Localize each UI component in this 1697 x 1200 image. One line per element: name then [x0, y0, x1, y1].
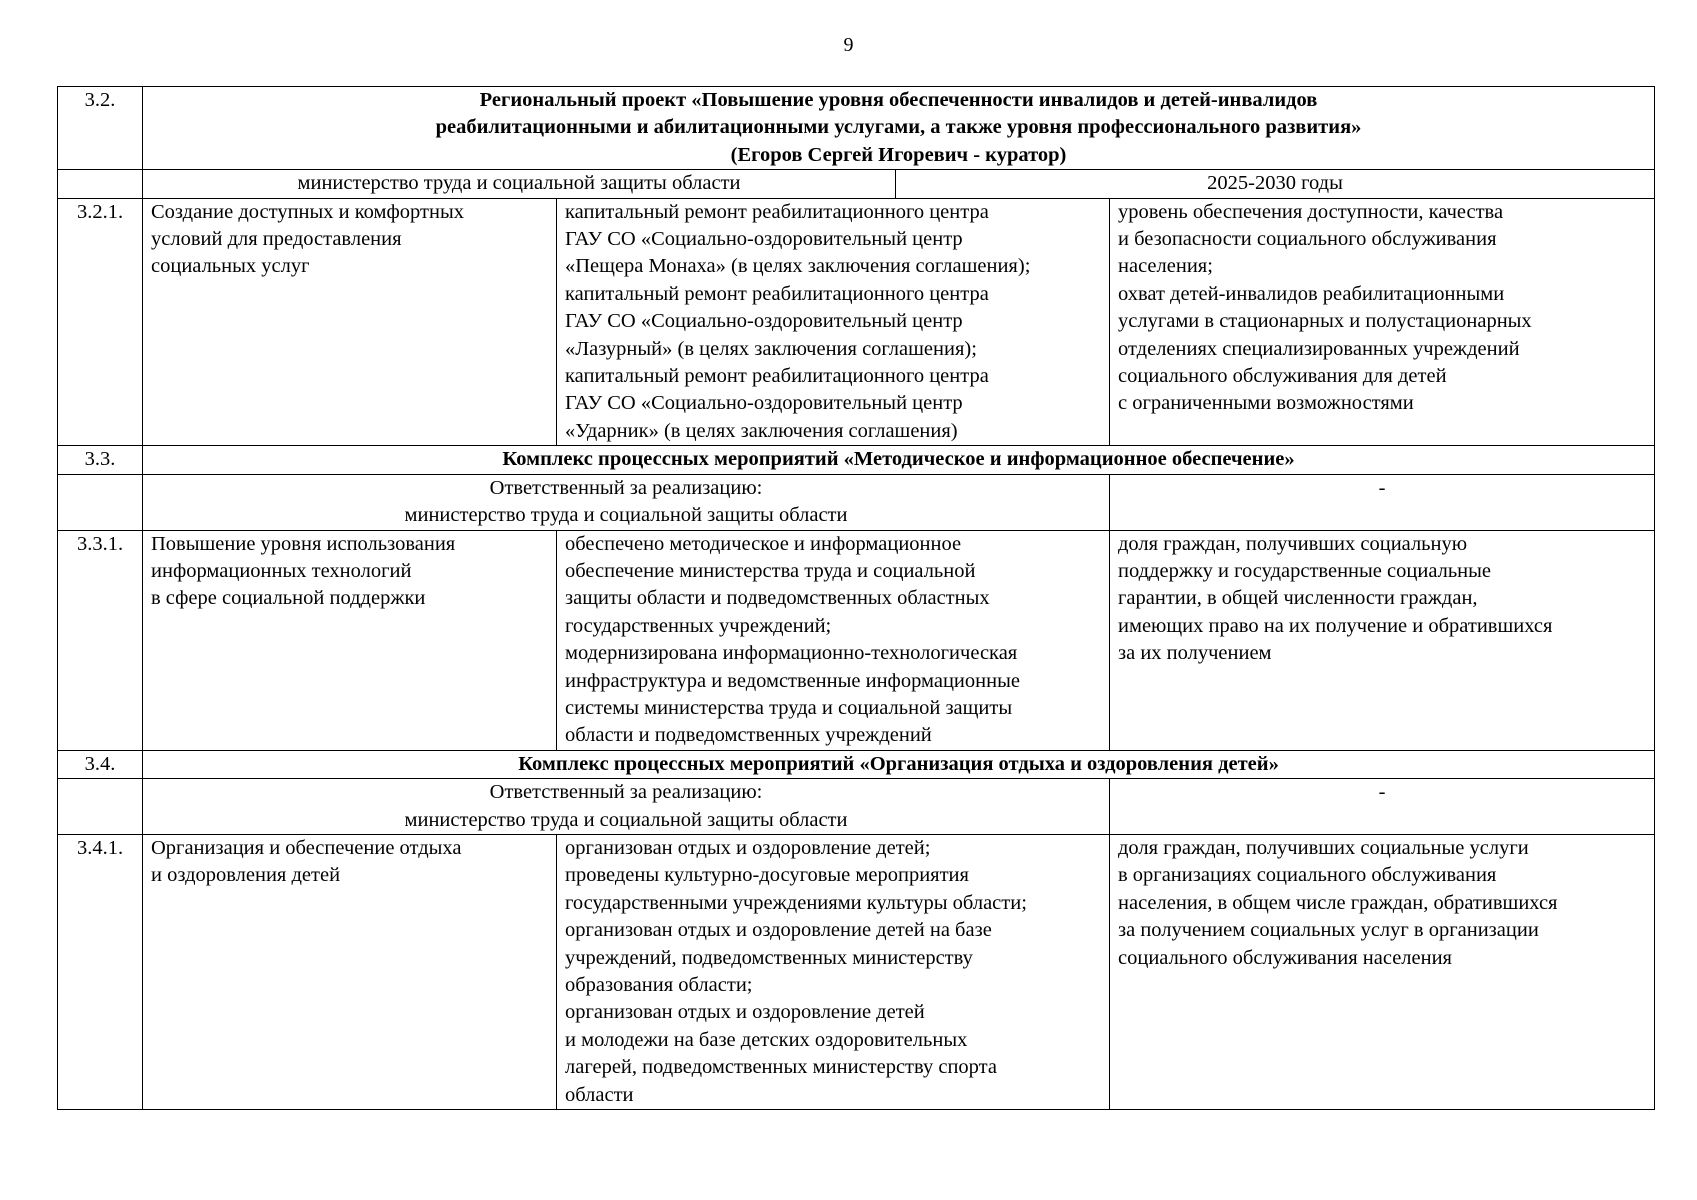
row-number: 3.4.1. [58, 834, 143, 1109]
result-line: области и подведомственных учреждений [565, 724, 932, 747]
result-line: «Ударник» (в целях заключения соглашения) [565, 419, 958, 442]
table-row-3-2-1 [58, 198, 1655, 446]
indicator-line: социального обслуживания для детей [1118, 365, 1447, 388]
section-3-3-number: 3.3. [58, 446, 143, 474]
table-row-3-4-1 [58, 834, 1655, 1109]
result-cell [557, 198, 1110, 446]
result-cell [557, 834, 1110, 1109]
result-line: инфраструктура и ведомственные информационные [565, 669, 1020, 692]
section-3-3-period: - [1110, 474, 1655, 530]
section-3-4-title: Комплекс процессных мероприятий «Организация отдыха и оздоровления детей» [143, 750, 1655, 778]
result-line: капитальный ремонт реабилитационного центра [565, 365, 989, 388]
section-3-4-responsible [143, 779, 1110, 835]
task-cell [143, 834, 557, 1109]
section-3-4-responsible-row [58, 779, 1655, 835]
task-line: в сфере социальной поддержки [151, 587, 426, 610]
responsible-line: Ответственный за реализацию: [489, 781, 763, 804]
task-cell [143, 530, 557, 750]
indicator-cell [1110, 198, 1655, 446]
result-line: лагерей, подведомственных министерству спорта [565, 1056, 997, 1079]
indicator-line: гарантии, в общей численности граждан, [1118, 587, 1478, 610]
responsible-line: Ответственный за реализацию: [489, 476, 763, 499]
result-line: обеспечение министерства труда и социальной [565, 559, 976, 582]
section-3-4-header-row [58, 750, 1655, 778]
section-3-2-period: 2025-2030 годы [896, 170, 1655, 198]
indicator-line: уровень обеспечения доступности, качества [1118, 200, 1504, 223]
task-line: условий для предоставления [151, 228, 402, 251]
section-3-2-number: 3.2. [58, 87, 143, 170]
title-line: Региональный проект «Повышение уровня обеспеченности инвалидов и детей-инвалидов [479, 89, 1318, 111]
indicator-line: доля граждан, получивших социальную [1118, 532, 1468, 555]
task-line: и оздоровления детей [151, 864, 341, 887]
indicator-line: услугами в стационарных и полустационарных [1118, 310, 1532, 333]
indicator-line: охват детей-инвалидов реабилитационными [1118, 282, 1505, 305]
task-line: Повышение уровня использования [151, 532, 456, 555]
table-row-3-3-1 [58, 530, 1655, 750]
indicator-line: социального обслуживания населения [1118, 946, 1452, 969]
task-line: Организация и обеспечение отдыха [151, 836, 462, 859]
page-number: 9 [843, 34, 854, 56]
indicator-line: и безопасности социального обслуживания [1118, 228, 1497, 251]
section-3-3-responsible [143, 474, 1110, 530]
task-line: Создание доступных и комфортных [151, 200, 464, 223]
result-line: организован отдых и оздоровление детей на базе [565, 919, 992, 942]
title-line: (Егоров Сергей Игоревич - куратор) [730, 143, 1067, 166]
result-line: государственных учреждений; [565, 614, 832, 637]
result-line: защиты области и подведомственных областных [565, 587, 990, 610]
result-line: «Пещера Монаха» (в целях заключения соглашения); [565, 255, 1031, 278]
section-3-4-number: 3.4. [58, 750, 143, 778]
task-line: социальных услуг [151, 255, 310, 278]
indicator-line: отделениях специализированных учреждений [1118, 337, 1520, 360]
indicator-line: населения; [1118, 255, 1213, 278]
result-line: ГАУ СО «Социально-оздоровительный центр [565, 228, 963, 251]
result-line: организован отдых и оздоровление детей [565, 1001, 925, 1024]
empty-cell [58, 779, 143, 835]
section-3-4-period: - [1110, 779, 1655, 835]
result-line: капитальный ремонт реабилитационного центра [565, 200, 989, 223]
section-3-3-title: Комплекс процессных мероприятий «Методическое и информационное обеспечение» [143, 446, 1655, 474]
indicator-line: за получением социальных услуг в организации [1118, 919, 1539, 942]
result-line: ГАУ СО «Социально-оздоровительный центр [565, 392, 963, 415]
section-3-3-responsible-row [58, 474, 1655, 530]
result-line: «Лазурный» (в целях заключения соглашения); [565, 337, 977, 360]
indicator-line: доля граждан, получивших социальные услуги [1118, 836, 1529, 859]
result-cell [557, 530, 1110, 750]
empty-cell [58, 474, 143, 530]
task-cell [143, 198, 557, 446]
row-number: 3.3.1. [58, 530, 143, 750]
result-line: капитальный ремонт реабилитационного центра [565, 282, 989, 305]
indicator-line: населения, в общем числе граждан, обратившихся [1118, 891, 1558, 914]
indicator-line: поддержку и государственные социальные [1118, 559, 1492, 582]
indicator-line: с ограниченными возможностями [1118, 392, 1414, 415]
task-line: информационных технологий [151, 559, 412, 582]
section-3-3-header-row [58, 446, 1655, 474]
result-line: области [565, 1083, 634, 1106]
indicator-line: в организациях социального обслуживания [1118, 864, 1497, 887]
title-line: реабилитационными и абилитационными услугами, а также уровня профессионального развития» [435, 116, 1362, 139]
indicator-line: за их получением [1118, 642, 1272, 665]
result-line: государственными учреждениями культуры области; [565, 891, 1027, 914]
section-3-2-responsible: министерство труда и социальной защиты области [143, 170, 896, 198]
section-3-2-header-row [58, 87, 1655, 170]
result-line: модернизирована информационно-технологическая [565, 642, 1018, 665]
responsible-line: министерство труда и социальной защиты области [404, 808, 848, 831]
result-line: обеспечено методическое и информационное [565, 532, 962, 555]
result-line: проведены культурно-досуговые мероприятия [565, 864, 969, 887]
result-line: ГАУ СО «Социально-оздоровительный центр [565, 310, 963, 333]
section-3-2-responsible-row [58, 170, 1655, 198]
result-line: образования области; [565, 974, 753, 996]
row-number: 3.2.1. [58, 198, 143, 446]
section-3-2-title [143, 87, 1655, 170]
indicator-cell [1110, 530, 1655, 750]
result-line: учреждений, подведомственных министерству [565, 946, 973, 969]
responsible-line: министерство труда и социальной защиты области [404, 504, 848, 527]
result-line: системы министерства труда и социальной защиты [565, 696, 1013, 719]
empty-cell [58, 170, 143, 198]
result-line: организован отдых и оздоровление детей; [565, 836, 931, 859]
indicator-line: имеющих право на их получение и обратившихся [1118, 614, 1553, 637]
result-line: и молодежи на базе детских оздоровительных [565, 1028, 968, 1051]
program-structure-table [57, 86, 1655, 1110]
indicator-cell [1110, 834, 1655, 1109]
